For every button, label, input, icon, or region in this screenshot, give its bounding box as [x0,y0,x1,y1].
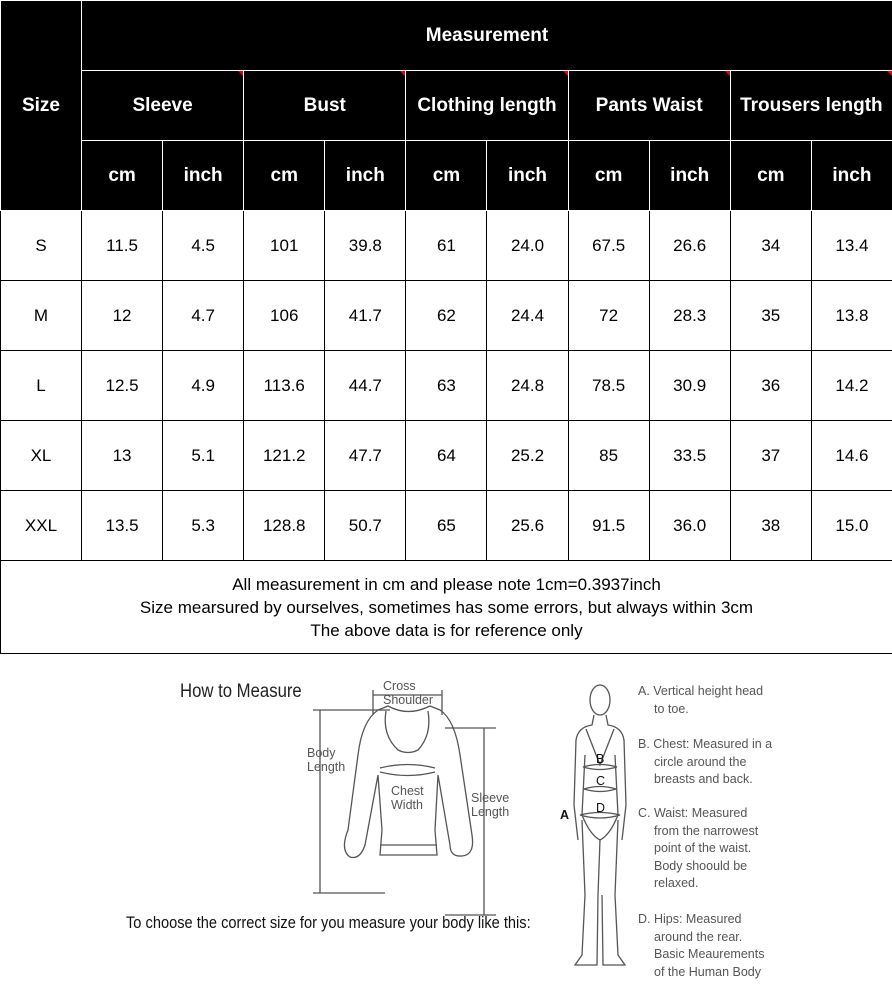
value-cell: 39.8 [325,211,406,281]
value-cell: 25.2 [487,421,568,491]
table-row [1,351,892,421]
unit-header: inch [487,141,568,211]
measure-guide [0,655,892,1004]
value-cell: 106 [244,281,325,351]
unit-header: inch [811,141,892,211]
value-cell: 38 [730,491,811,561]
value-cell: 128.8 [244,491,325,561]
value-cell: 63 [406,351,487,421]
value-cell: 24.0 [487,211,568,281]
value-cell: 78.5 [568,351,649,421]
measurement-description [638,911,764,981]
size-cell: XL [1,421,82,491]
value-cell: 35 [730,281,811,351]
description-line: relaxed. [654,876,699,890]
value-cell: 50.7 [325,491,406,561]
unit-header: inch [163,141,244,211]
value-cell: 14.2 [811,351,892,421]
table-row [1,491,892,561]
value-cell: 13.8 [811,281,892,351]
description-line: Body shoould be [654,858,748,873]
measurement-description [638,736,772,789]
table-row [1,281,892,351]
description-line: around the rear. [654,929,743,944]
value-cell: 4.9 [163,351,244,421]
value-cell: 36.0 [649,491,730,561]
column-group-header: Trousers length [730,71,892,141]
size-cell: L [1,351,82,421]
instruction-text: To choose the correct size for you measure your body like this: [126,913,531,932]
note-line: The above data is for reference only [310,620,583,640]
column-group-header: Bust [244,71,406,141]
value-cell: 13.4 [811,211,892,281]
description-line: A. Vertical height head [638,684,764,698]
comment-marker-icon [400,71,405,76]
value-cell: 28.3 [649,281,730,351]
size-header: Size [1,1,82,211]
value-cell: 4.7 [163,281,244,351]
value-cell: 5.3 [163,491,244,561]
unit-header: cm [406,141,487,211]
value-cell: 25.6 [487,491,568,561]
value-cell: 47.7 [325,421,406,491]
guide-title: How to Measure [180,681,302,702]
column-group-header: Sleeve [82,71,244,141]
value-cell: 113.6 [244,351,325,421]
value-cell: 65 [406,491,487,561]
column-group-header: Clothing length [406,71,568,141]
value-cell: 12.5 [82,351,163,421]
value-cell: 64 [406,421,487,491]
description-line: Basic Meaurements [654,947,765,961]
value-cell: 67.5 [568,211,649,281]
measurement-description [638,683,763,718]
value-cell: 5.1 [163,421,244,491]
comment-marker-icon [887,71,892,76]
chest-width-label: Chest Width [391,784,424,812]
description-line: circle around the [654,754,747,769]
table-row [1,421,892,491]
description-line: from the narrowest [654,823,759,838]
value-cell: 24.4 [487,281,568,351]
size-cell: XXL [1,491,82,561]
body-letter-c: C [596,774,606,788]
size-cell: M [1,281,82,351]
value-cell: 85 [568,421,649,491]
column-group-header: Pants Waist [568,71,730,141]
cross-shoulder-label: Cross Shoulder [383,679,434,707]
body-length-label: Body Length [307,746,346,774]
unit-header: cm [244,141,325,211]
measurement-description [638,805,758,893]
value-cell: 30.9 [649,351,730,421]
value-cell: 33.5 [649,421,730,491]
value-cell: 13 [82,421,163,491]
unit-header: inch [325,141,406,211]
comment-marker-icon [563,71,568,76]
value-cell: 36 [730,351,811,421]
size-cell: S [1,211,82,281]
comment-marker-icon [238,71,243,76]
description-line: D. Hips: Measured [638,912,742,926]
value-cell: 101 [244,211,325,281]
value-cell: 91.5 [568,491,649,561]
body-letter-a: A [560,808,570,822]
comment-marker-icon [725,71,730,76]
body-figure [574,685,626,965]
unit-header: cm [568,141,649,211]
sleeve-length-label: Sleeve Length [471,791,510,819]
description-line: C. Waist: Measured [638,806,748,820]
value-cell: 24.8 [487,351,568,421]
unit-header: inch [649,141,730,211]
note-line: Size mearsured by ourselves, sometimes has some errors, but always within 3cm [139,597,754,617]
description-line: breasts and back. [654,772,753,786]
value-cell: 37 [730,421,811,491]
value-cell: 62 [406,281,487,351]
value-cell: 61 [406,211,487,281]
unit-header: cm [730,141,811,211]
description-line: point of the waist. [654,841,752,855]
table-row [1,211,892,281]
value-cell: 34 [730,211,811,281]
unit-header: cm [82,141,163,211]
value-cell: 41.7 [325,281,406,351]
note-line: All measurement in cm and please note 1cm=0.3937inch [232,574,661,594]
description-line: B. Chest: Measured in a [638,737,773,751]
measurement-header: Measurement [82,1,892,71]
value-cell: 15.0 [811,491,892,561]
value-cell: 44.7 [325,351,406,421]
value-cell: 11.5 [82,211,163,281]
value-cell: 4.5 [163,211,244,281]
description-line: of the Human Body [654,964,762,979]
value-cell: 14.6 [811,421,892,491]
value-cell: 72 [568,281,649,351]
value-cell: 26.6 [649,211,730,281]
body-letter-d: D [596,801,606,815]
description-line: to toe. [654,701,689,716]
body-letter-b: B [596,752,605,766]
value-cell: 121.2 [244,421,325,491]
notes-cell [1,561,892,654]
value-cell: 12 [82,281,163,351]
value-cell: 13.5 [82,491,163,561]
